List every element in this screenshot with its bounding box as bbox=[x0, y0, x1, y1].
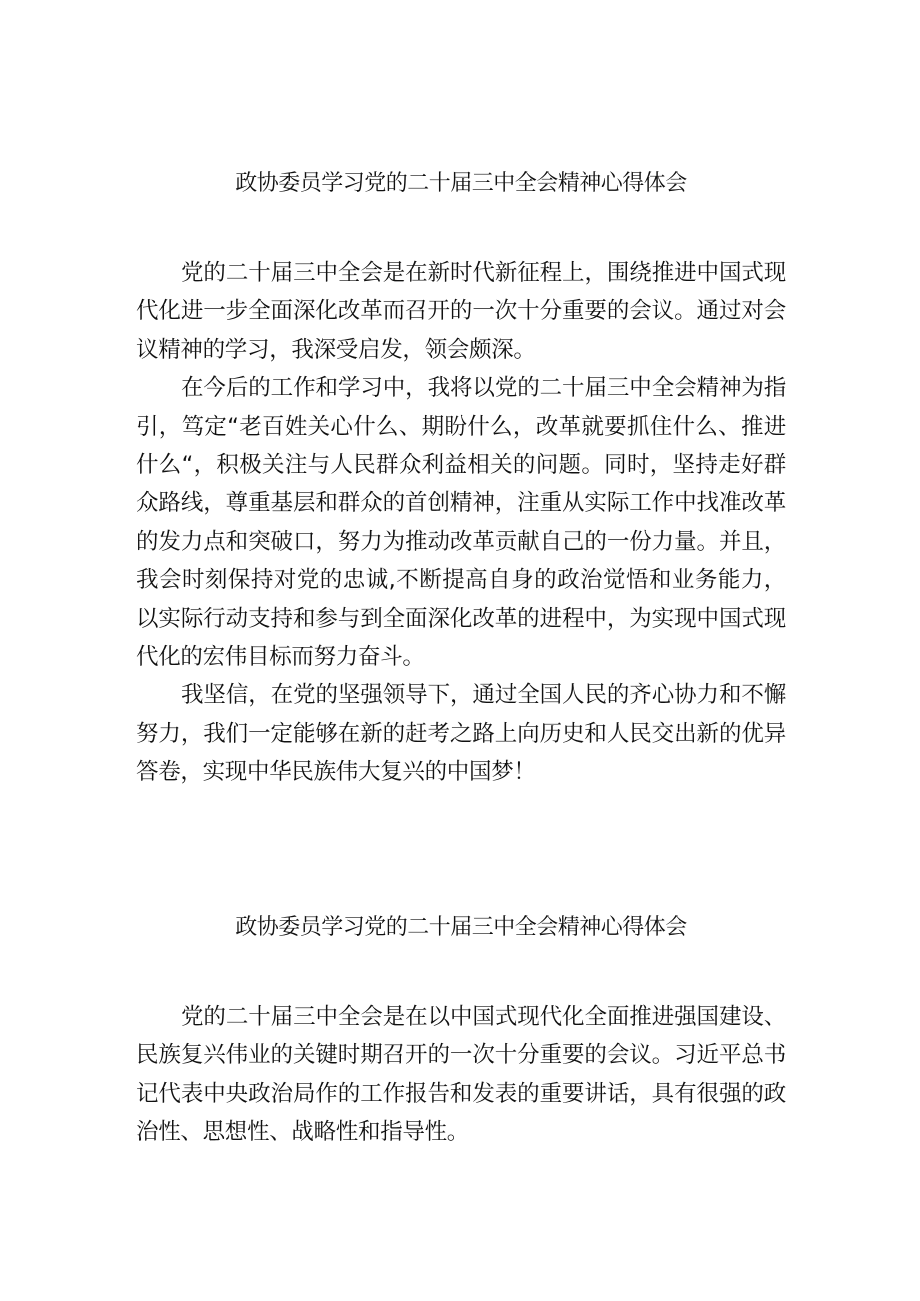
article-title: 政协委员学习党的二十届三中全会精神心得体会 bbox=[235, 915, 687, 940]
article-paragraph: 在今后的工作和学习中，我将以党的二十届三中全会精神为指引，笃定“老百姓关心什么、期盼什么，改革就要抓住什么、推进什么“，积极关注与人民群众利益相关的问题。同时，坚持走好群众路线，尊重基层和群众的首创精神，注重从实际工作中找准改革的发力点和突破口，努力为推动改革贡献自己的一份力量。并且，我会时刻保持对党的忠诚,不断提高自身的政治觉悟和业务能力，以实际行动支持和参与到全面深化改革的进程中，为实现中国式现代化的宏伟目标而努力奋斗。 bbox=[136, 375, 786, 671]
article-title: 政协委员学习党的二十届三中全会精神心得体会 bbox=[235, 171, 687, 196]
article-2 bbox=[136, 912, 786, 1152]
article-paragraph: 我坚信，在党的坚强领导下，通过全国人民的齐心协力和不懈努力，我们一定能够在新的赶考之路上向历史和人民交出新的优异答卷，实现中华民族伟大复兴的中国梦！ bbox=[136, 682, 786, 786]
article-paragraph: 党的二十届三中全会是在以中国式现代化全面推进强国建设、民族复兴伟业的关键时期召开的一次十分重要的会议。习近平总书记代表中央政治局作的工作报告和发表的重要讲话，具有很强的政治性、思想性、战略性和指导性。 bbox=[136, 1004, 786, 1146]
article-1 bbox=[136, 168, 786, 792]
article-paragraph: 党的二十届三中全会是在新时代新征程上，围绕推进中国式现代化进一步全面深化改革而召开的一次十分重要的会议。通过对会议精神的学习，我深受启发，领会颇深。 bbox=[136, 260, 786, 363]
